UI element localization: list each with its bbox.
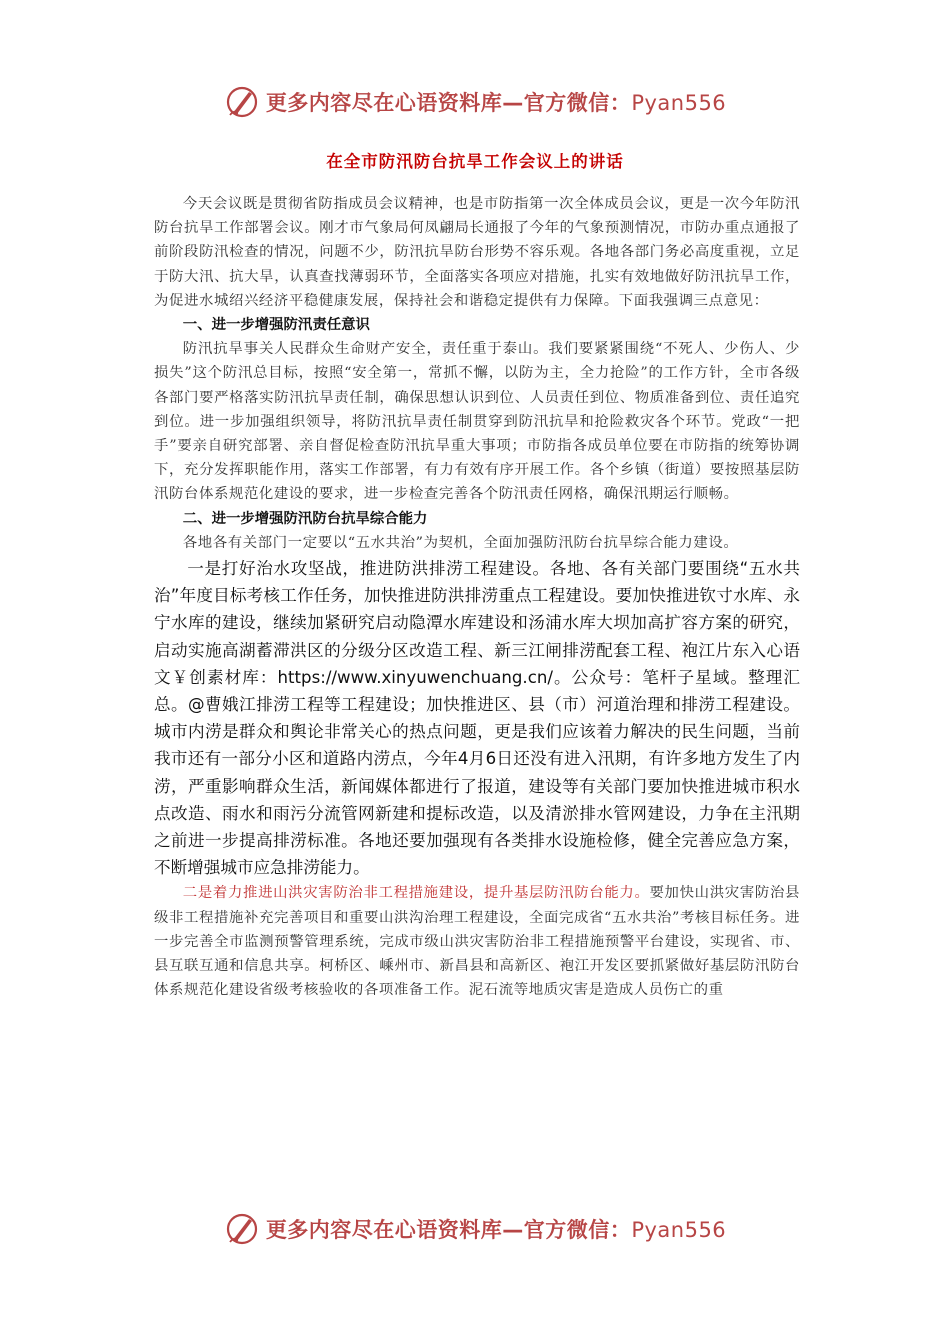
intro-paragraph: 今天会议既是贯彻省防指成员会议精神，也是市防指第一次全体成员会议，更是一次今年防汛防台抗旱工作部署会议。刚才市气象局何凤翩局长通报了今年的气象预测情况，市防办重点通报了前阶段防汛检查的情况，问题不少，防汛抗旱防台形势不容乐观。各地各部门务必高度重视，立足于防大汛、抗大旱，认真查找薄弱环节，全面落实各项应对措施，扎实有效地做好防汛抗旱工作，为促进水城绍兴经济平稳健康发展，保持社会和谐稳定提供有力保障。下面我强调三点意见：	[154, 196, 800, 309]
section-heading-2: 二、进一步增强防汛防台抗旱综合能力	[182, 510, 428, 527]
section-heading-1: 一、进一步增强防汛责任意识	[182, 317, 370, 334]
mountain-flood-paragraph	[154, 881, 800, 1002]
quill-pen-logo-icon	[224, 1211, 260, 1247]
responsibility-paragraph: 防汛抗旱事关人民群众生命财产安全，责任重于泰山。我们要紧紧围绕“不死人、少伤人、少损失”这个防汛总目标，按照“安全第一，常抓不懈，以防为主，全力抢险”的工作方针，全市各级各部门要严格落实防汛抗旱责任制，确保思想认识到位、人员责任到位、物质准备到位、责任追究到位。进一步加强组织领导，将防汛抗旱责任制贯穿到防汛抗旱和抢险救灾各个环节。党政“一把手”要亲自研究部署、亲自督促检查防汛抗旱重大事项；市防指各成员单位要在市防指的统筹协调下，充分发挥职能作用，落实工作部署，有力有效有序开展工作。各个乡镇（街道）要按照基层防汛防台体系规范化建设的要求，进一步检查完善各个防汛责任网格，确保汛期运行顺畅。	[154, 341, 800, 503]
header-banner	[0, 80, 950, 124]
banner-text: 更多内容尽在心语资料库—官方微信：Pyan556	[265, 91, 727, 115]
document-title: 在全市防汛防台抗旱工作会议上的讲话	[326, 152, 624, 171]
highlighted-lead-sentence: 二是着力推进山洪灾害防治非工程措施建设，提升基层防汛防台能力。	[182, 885, 650, 902]
banner-text: 更多内容尽在心语资料库—官方微信：Pyan556	[265, 1218, 727, 1242]
document-body	[154, 192, 800, 1003]
wechat-id: Pyan556	[631, 1218, 727, 1242]
footer-banner	[0, 1207, 950, 1251]
flood-control-projects-paragraph: 一是打好治水攻坚战，推进防洪排涝工程建设。各地、各有关部门要围绕“五水共治”年度目标考核工作任务，加快推进防洪排涝重点工程建设。要加快推进钦寸水库、永宁水库的建设，继续加紧研究启动隐潭水库建设和汤浦水库大坝加高扩容方案的研究，启动实施高湖蓄滞洪区的分级分区改造工程、新三江闸排涝配套工程、袍江片东入心语文￥创素材库：https://www.xinyuwenchuang.cn/。公众号：笔杆子星域。整理汇总。@曹娥江排涝工程等工程建设；加快推进区、县（市）河道治理和排涝工程建设。城市内涝是群众和舆论非常关心的热点问题，更是我们应该着力解决的民生问题，当前我市还有一部分小区和道路内涝点，今年4月6日还没有进入汛期，有许多地方发生了内涝，严重影响群众生活，新闻媒体都进行了报道，建设等有关部门要加快推进城市积水点改造、雨水和雨污分流管网新建和提标改造，以及清淤排水管网建设，力争在主汛期之前进一步提高排涝标准。各地还要加强现有各类排水设施检修，健全完善应急方案，不断增强城市应急排涝能力。	[154, 559, 800, 878]
capability-intro-paragraph: 各地各有关部门一定要以“五水共治”为契机，全面加强防汛防台抗旱综合能力建设。	[182, 534, 739, 551]
wechat-id: Pyan556	[631, 91, 727, 115]
mountain-flood-text: 要加快山洪灾害防治县级非工程措施补充完善项目和重要山洪沟治理工程建设，全面完成省“五水共治”考核目标任务。进一步完善全市监测预警管理系统，完成市级山洪灾害防治非工程措施预警平台建设，实现省、市、县互联互通和信息共享。柯桥区、嵊州市、新昌县和高新区、袍江开发区要抓紧做好基层防汛防台体系规范化建设省级考核验收的各项准备工作。泥石流等地质灾害是造成人员伤亡的重	[154, 885, 800, 999]
quill-pen-logo-icon	[224, 84, 260, 120]
